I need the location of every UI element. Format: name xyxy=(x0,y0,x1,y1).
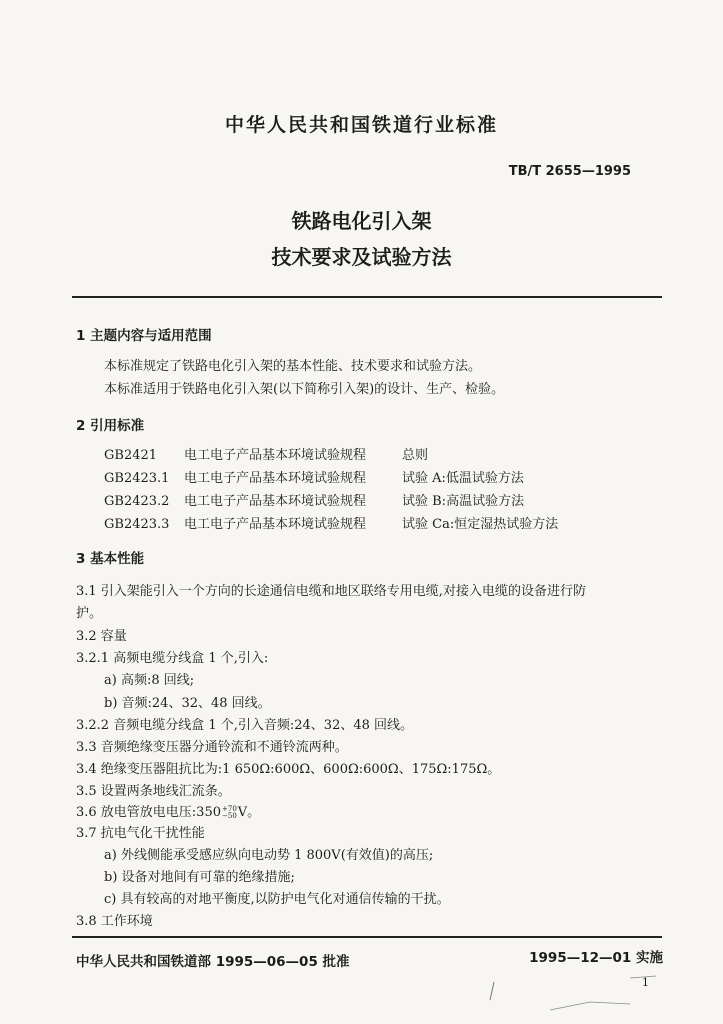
tolerance-lower: −50 xyxy=(222,811,237,820)
reference-part: 试验 Ca:恒定湿热试验方法 xyxy=(402,517,559,532)
clause-3-7-a: a) 外线侧能承受感应纵向电动势 1 800V(有效值)的高压; xyxy=(104,848,434,863)
reference-row xyxy=(104,490,524,509)
page-number: 1 xyxy=(642,976,649,989)
footer-divider xyxy=(72,936,662,938)
reference-code: GB2423.1 xyxy=(104,471,170,486)
clause-3-6-text: 3.6 放电管放电电压:350 xyxy=(76,805,221,820)
section-1-paragraph-2: 本标准适用于铁路电化引入架(以下简称引入架)的设计、生产、检验。 xyxy=(104,382,505,397)
tolerance-upper: +70 xyxy=(222,804,237,813)
reference-title: 电工电子产品基本环境试验规程 xyxy=(184,448,367,463)
clause-3-2-1-b: b) 音频:24、32、48 回线。 xyxy=(104,696,271,711)
reference-row xyxy=(104,513,558,532)
clause-3-4: 3.4 绝缘变压器阻抗比为:1 650Ω:600Ω、600Ω:600Ω、175Ω:175Ω。 xyxy=(76,762,501,777)
reference-code: GB2423.2 xyxy=(104,494,170,509)
reference-title: 电工电子产品基本环境试验规程 xyxy=(184,494,367,509)
reference-title: 电工电子产品基本环境试验规程 xyxy=(184,471,367,486)
scan-artifact-marks xyxy=(480,960,680,1020)
clause-3-3: 3.3 音频绝缘变压器分通铃流和不通铃流两种。 xyxy=(76,740,348,755)
reference-row xyxy=(104,467,524,486)
clause-3-7-c: c) 具有较高的对地平衡度,以防护电气化对通信传输的干扰。 xyxy=(104,892,450,907)
reference-title: 电工电子产品基本环境试验规程 xyxy=(184,517,367,532)
clause-3-2-1-a: a) 高频:8 回线; xyxy=(104,673,195,688)
section-2-heading: 2 引用标准 xyxy=(76,418,145,434)
reference-code: GB2423.3 xyxy=(104,517,170,532)
section-1-paragraph-1: 本标准规定了铁路电化引入架的基本性能、技术要求和试验方法。 xyxy=(104,359,482,374)
clause-3-2-2: 3.2.2 音频电缆分线盒 1 个,引入音频:24、32、48 回线。 xyxy=(76,718,414,733)
clause-3-5: 3.5 设置两条地线汇流条。 xyxy=(76,784,231,799)
standard-number: TB/T 2655—1995 xyxy=(508,164,631,179)
clause-3-7: 3.7 抗电气化干扰性能 xyxy=(76,826,205,841)
clause-3-7-b: b) 设备对地间有可靠的绝缘措施; xyxy=(104,870,295,885)
approval-line: 中华人民共和国铁道部 1995—06—05 批准 xyxy=(76,954,350,970)
clause-3-1-line2: 护。 xyxy=(76,606,103,621)
document-title-line1: 铁路电化引入架 xyxy=(291,209,432,233)
document-title-line2: 技术要求及试验方法 xyxy=(271,245,452,269)
title-divider xyxy=(72,296,662,298)
section-3-heading: 3 基本性能 xyxy=(76,551,145,567)
reference-row xyxy=(104,444,428,463)
voltage-tolerance xyxy=(222,806,237,820)
clause-3-2-1: 3.2.1 高频电缆分线盒 1 个,引入: xyxy=(76,651,269,666)
section-1-heading: 1 主题内容与适用范围 xyxy=(76,328,212,344)
reference-code: GB2421 xyxy=(104,448,158,463)
clause-3-8: 3.8 工作环境 xyxy=(76,914,153,929)
issuing-organization: 中华人民共和国铁道行业标准 xyxy=(224,114,498,136)
clause-3-6 xyxy=(76,801,260,820)
voltage-unit: V。 xyxy=(237,805,261,820)
implementation-date: 1995—12—01 实施 xyxy=(529,950,663,966)
clause-3-2: 3.2 容量 xyxy=(76,629,127,644)
reference-part: 试验 A:低温试验方法 xyxy=(402,471,524,486)
clause-3-1-line1: 3.1 引入架能引入一个方向的长途通信电缆和地区联络专用电缆,对接入电缆的设备进行防 xyxy=(76,584,586,599)
reference-part: 总则 xyxy=(402,448,429,463)
reference-part: 试验 B:高温试验方法 xyxy=(402,494,525,509)
